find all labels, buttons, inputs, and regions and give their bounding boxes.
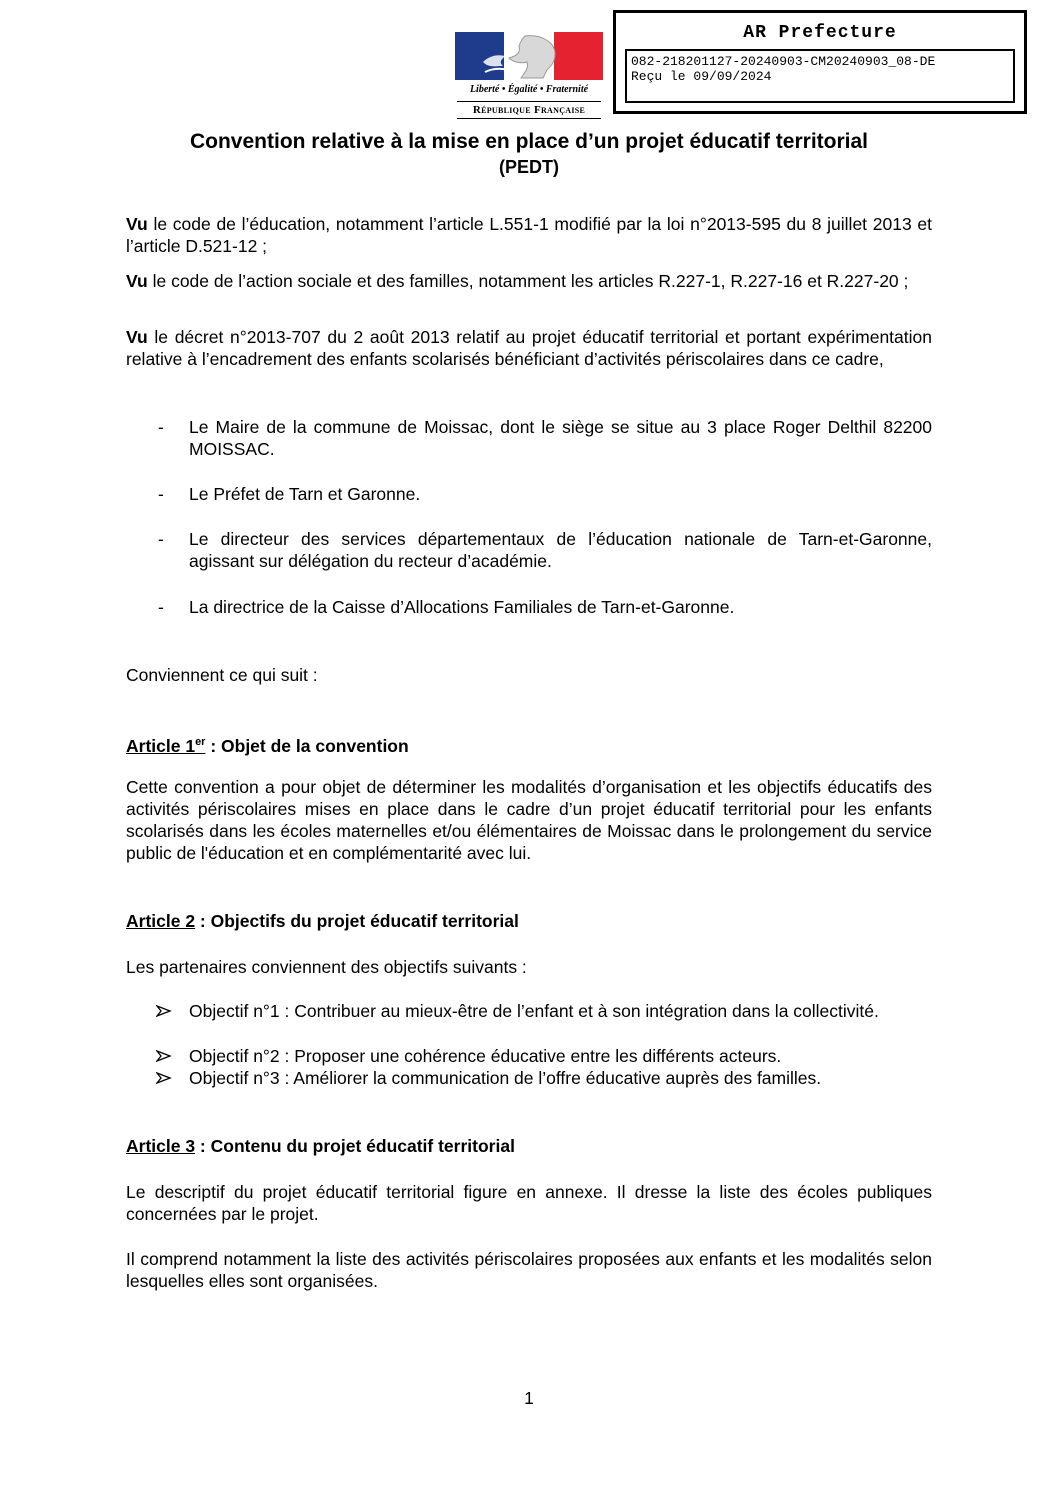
logo-motto: Liberté • Égalité • Fraternité: [469, 84, 589, 95]
objective-text: Objectif n°3 : Améliorer la communication de l’offre éducative auprès des familles.: [189, 1068, 822, 1088]
logo-divider: [457, 101, 601, 102]
article-2-heading: [126, 910, 932, 932]
stamp-received-date: Reçu le 09/09/2024: [631, 69, 772, 84]
visa-lead: Vu: [126, 214, 148, 234]
visa-lead: Vu: [126, 327, 148, 347]
article-2-intro: Les partenaires conviennent des objectifs suivants :: [126, 957, 527, 977]
objective-text: Objectif n°2 : Proposer une cohérence éducative entre les différents acteurs.: [189, 1046, 782, 1066]
visa-paragraph: [126, 326, 932, 370]
party-item: [126, 528, 932, 572]
article-3-paragraph: Le descriptif du projet éducatif territorial figure en annexe. Il dresse la liste des écoles publiques concernées par le projet.: [126, 1182, 932, 1224]
document-subtitle: (PEDT): [499, 157, 559, 177]
logo-republic-label: République Française: [472, 104, 586, 116]
objective-text: Objectif n°1 : Contribuer au mieux-être de l’enfant et à son intégration dans la collectivité.: [189, 1001, 879, 1021]
arrow-bullet-icon: [156, 1005, 172, 1017]
stamp-details-box: [625, 49, 1015, 103]
visa-lead: Vu: [126, 271, 148, 291]
visa-text: le code de l’éducation, notamment l’article L.551-1 modifié par la loi n°2013-595 du 8 juillet 2013 et l’article D.521-12 ;: [126, 214, 932, 256]
objective-item: [126, 1045, 932, 1067]
stamp-title: AR Prefecture: [743, 23, 897, 43]
article-1-title: : Objet de la convention: [205, 735, 409, 756]
stamp-reference: 082-218201127-20240903-CM20240903_08-DE: [631, 54, 936, 69]
objective-item: [126, 1067, 932, 1089]
visa-paragraph: [126, 270, 932, 292]
document-title: Convention relative à la mise en place d’un projet éducatif territorial: [189, 130, 868, 153]
article-3-heading: [126, 1135, 932, 1157]
article-2-label: Article 2: [126, 911, 196, 931]
agreement-line: Conviennent ce qui suit :: [126, 665, 318, 685]
document-heading: [126, 129, 932, 179]
visa-text: le décret n°2013-707 du 2 août 2013 relatif au projet éducatif territorial et portant expérimentation relative à l’encadrement des enfants scolarisés bénéficiant d’activités périscolaires dans ce cadre,: [126, 327, 932, 369]
ar-prefecture-stamp: [613, 10, 1027, 114]
party-text: La directrice de la Caisse d’Allocations Familiales de Tarn-et-Garonne.: [189, 597, 735, 617]
list-dash-marker: -: [158, 597, 164, 617]
article-3-title: : Contenu du projet éducatif territorial: [195, 1136, 515, 1156]
objective-item: [126, 1000, 932, 1022]
party-text: Le directeur des services départementaux de l’éducation nationale de Tarn-et-Garonne, agissant sur délégation du recteur d’académie.: [189, 529, 932, 571]
article-1-superscript: er: [195, 736, 206, 748]
list-dash-marker: -: [158, 529, 164, 549]
logo-divider-bottom: [457, 118, 601, 119]
party-text: Le Maire de la commune de Moissac, dont le siège se situe au 3 place Roger Delthil 82200 MOISSAC.: [189, 417, 932, 459]
article-1-body: Cette convention a pour objet de déterminer les modalités d’organisation et les objectifs éducatifs des activités périscolaires mises en place dans le cadre d’un projet éducatif territorial pour les enfants scolarisés dans les écoles maternelles et/ou élémentaires de Moissac dans le prolongement du service public de l'éducation et en complémentarité avec lui.: [126, 777, 932, 863]
party-item: [126, 483, 932, 505]
page-number: 1: [524, 1388, 534, 1408]
article-1-heading: [126, 731, 932, 757]
republique-francaise-logo: [451, 32, 607, 122]
article-3-label: Article 3: [126, 1136, 196, 1156]
arrow-bullet-icon: [156, 1072, 172, 1084]
article-2-title: : Objectifs du projet éducatif territorial: [195, 911, 519, 931]
party-item: [126, 416, 932, 460]
party-text: Le Préfet de Tarn et Garonne.: [189, 484, 421, 504]
marianne-flag-icon: [455, 32, 603, 80]
article-1-label: [126, 736, 205, 756]
article-3-paragraph: Il comprend notamment la liste des activités périscolaires proposées aux enfants et les modalités selon lesquelles elles sont organisées.: [126, 1249, 932, 1291]
arrow-bullet-icon: [156, 1050, 172, 1062]
article-1-label-text: Article 1: [126, 735, 196, 756]
list-dash-marker: -: [158, 484, 164, 504]
party-item: [126, 596, 932, 618]
visa-paragraph: [126, 213, 932, 257]
list-dash-marker: -: [158, 417, 164, 437]
visa-text: le code de l’action sociale et des familles, notamment les articles R.227-1, R.227-16 et R.227-20 ;: [147, 271, 909, 291]
